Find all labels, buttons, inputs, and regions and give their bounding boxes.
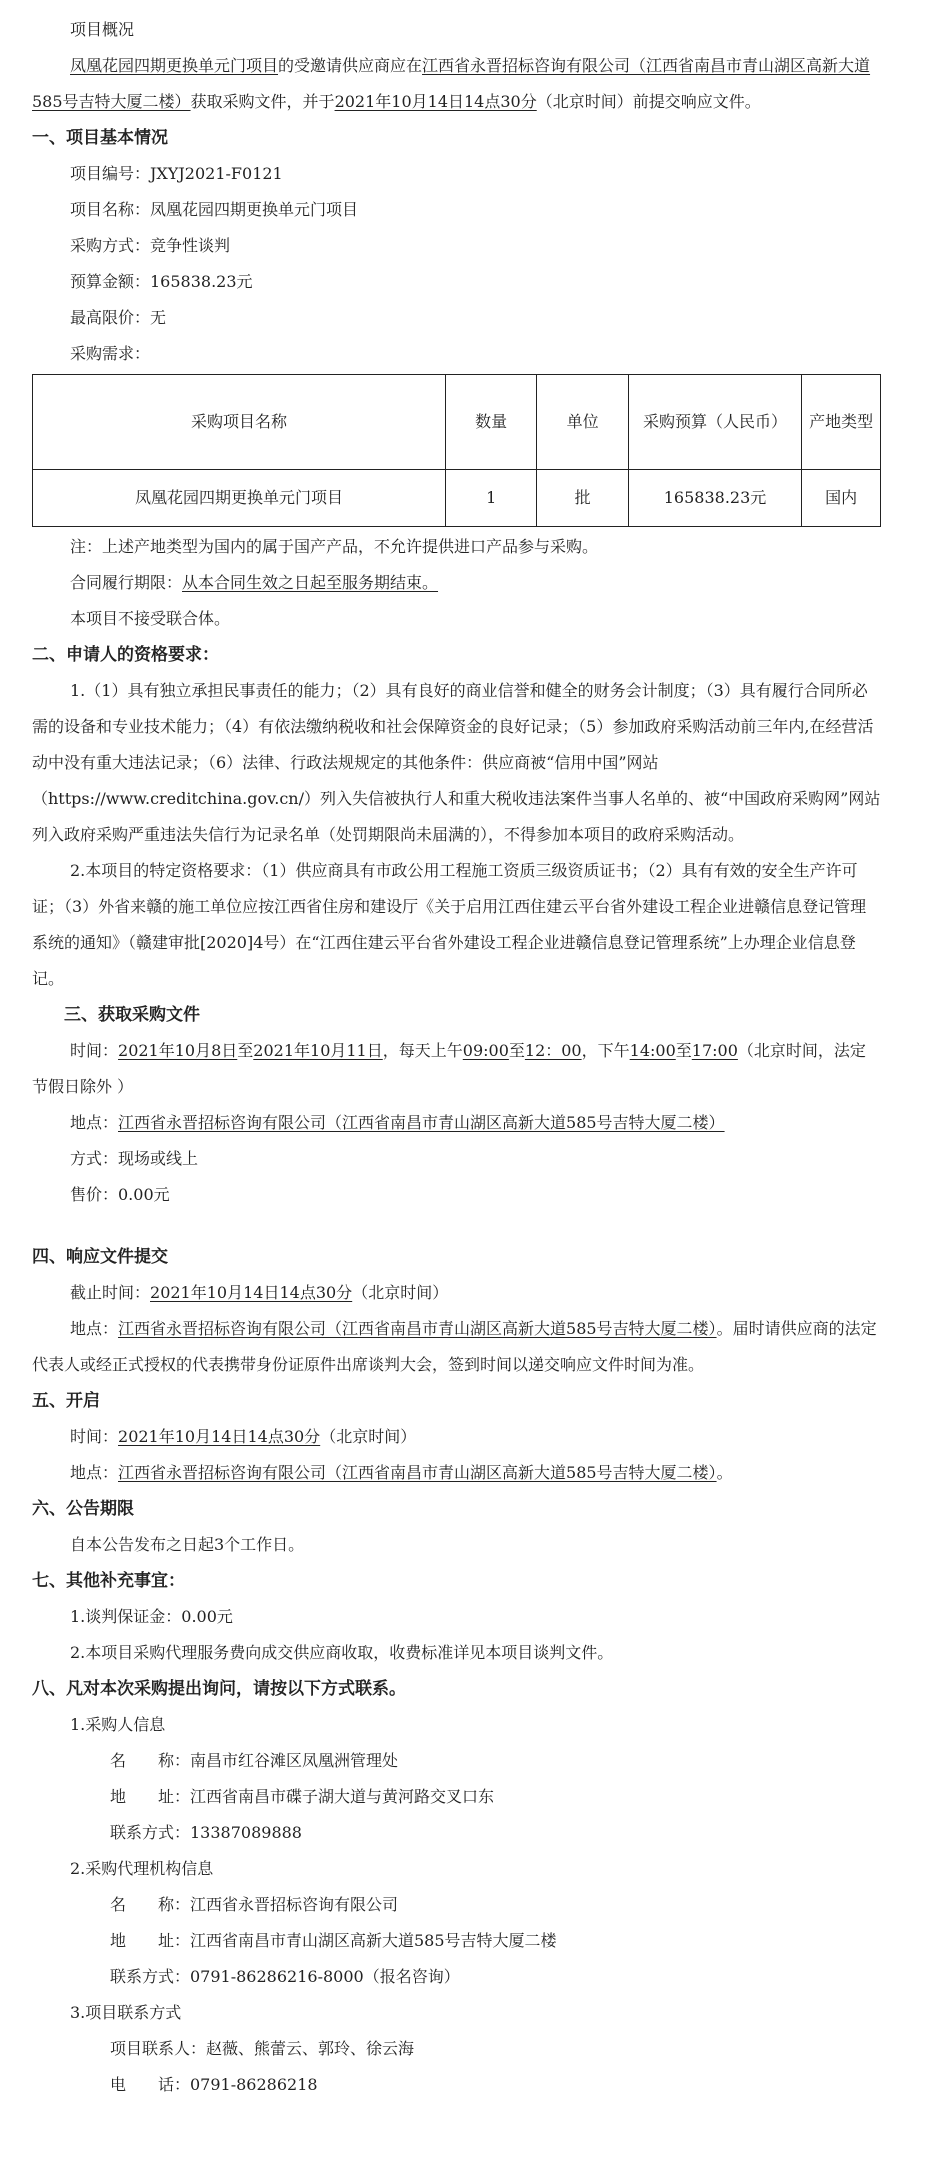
buyer-info-title: 1.采购人信息 (70, 1715, 166, 1734)
agency-fee: 2.本项目采购代理服务费向成交供应商收取，收费标准详见本项目谈判文件。 (70, 1643, 614, 1662)
project-name: 项目名称：凤凰花园四期更换单元门项目 (70, 200, 359, 219)
section-7-title: 七、其他补充事宜： (32, 1571, 185, 1591)
opening-time-label: 时间： (70, 1427, 119, 1446)
obtain-am-label: ，每天上午 (382, 1041, 463, 1060)
intro-project-name: 凤凰花园四期更换单元门项目 (70, 56, 279, 75)
obtain-time (32, 1033, 881, 1105)
table-cell: 国内 (802, 470, 881, 527)
qualification-specific: 2.本项目的特定资格要求：（1）供应商具有市政公用工程施工资质三级资质证书；（2）具有有效的安全生产许可证；（3）外省来赣的施工单位应按江西省住房和建设厅《关于启用江西住建云平台省外建设工程企业进赣信息登记管理系统的通知》（赣建审批[2020]4号）在“江西住建云平台省外建设工程企业进赣信息登记管理系统”上办理企业信息登记。 (32, 861, 867, 988)
overview-title: 项目概况 (70, 20, 135, 39)
opening-time (32, 1419, 881, 1455)
contact-phone: 电 话：0791-86286218 (110, 2075, 318, 2094)
obtain-pm-end: 17:00 (691, 1041, 738, 1060)
table-header: 产地类型 (802, 375, 881, 470)
obtain-am-start: 09:00 (462, 1041, 509, 1060)
submit-place-label: 地点： (70, 1319, 119, 1338)
table-cell: 165838.23元 (628, 470, 801, 527)
submit-deadline-label: 截止时间： (70, 1283, 151, 1302)
submit-deadline-value: 2021年10月14日14点30分 (150, 1283, 353, 1302)
obtain-to: 至 (237, 1041, 254, 1060)
opening-place-label: 地点： (70, 1463, 119, 1482)
section-5-title: 五、开启 (32, 1391, 100, 1411)
obtain-to: 至 (508, 1041, 525, 1060)
section-4-title: 四、响应文件提交 (32, 1247, 168, 1267)
intro-text-2: 获取采购文件，并于 (190, 92, 335, 111)
submit-place-tail: 。届时请供应商的法定代表人或经正式授权的代表携带身份证原件出席谈判大会，签到时间以递交响应文件时间为准。 (32, 1319, 877, 1374)
demand-table (32, 374, 881, 527)
opening-time-tail: （北京时间） (320, 1427, 417, 1446)
opening-time-value: 2021年10月14日14点30分 (118, 1427, 321, 1446)
contact-title: 3.项目联系方式 (70, 2003, 182, 2022)
obtain-place-value: 江西省永晋招标咨询有限公司（江西省南昌市青山湖区高新大道585号吉特大厦二楼） (118, 1113, 725, 1132)
table-header: 单位 (537, 375, 628, 470)
obtain-to: 至 (675, 1041, 692, 1060)
no-consortium: 本项目不接受联合体。 (70, 609, 231, 628)
opening-place (32, 1455, 881, 1491)
table-header: 数量 (445, 375, 536, 470)
section-8-title: 八、凡对本次采购提出询问，请按以下方式联系。 (32, 1679, 406, 1699)
obtain-place (32, 1105, 881, 1141)
overview-intro (32, 48, 881, 120)
section-6-title: 六、公告期限 (32, 1499, 134, 1519)
obtain-am-end: 12：00 (524, 1041, 582, 1060)
section-3-title: 三、获取采购文件 (64, 1005, 200, 1025)
max-price: 最高限价：无 (70, 308, 167, 327)
obtain-place-label: 地点： (70, 1113, 119, 1132)
intro-place: 江西省永晋招标咨询有限公司（江西省南昌市青山湖区高新大道585号吉特大厦二楼） (32, 56, 871, 111)
obtain-price: 售价：0.00元 (70, 1185, 170, 1204)
budget-amount: 预算金额：165838.23元 (70, 272, 253, 291)
demand-label: 采购需求： (70, 344, 151, 363)
table-header-row (33, 375, 881, 470)
table-header: 采购项目名称 (33, 375, 446, 470)
obtain-mode: 方式：现场或线上 (70, 1149, 199, 1168)
opening-place-tail: 。 (716, 1463, 733, 1482)
contract-term (32, 565, 881, 601)
table-header: 采购预算（人民币） (628, 375, 801, 470)
opening-place-value: 江西省永晋招标咨询有限公司（江西省南昌市青山湖区高新大道585号吉特大厦二楼） (118, 1463, 717, 1482)
section-1-title: 一、项目基本情况 (32, 128, 168, 148)
agent-info-title: 2.采购代理机构信息 (70, 1859, 214, 1878)
contact-people: 项目联系人：赵薇、熊蕾云、郭玲、徐云海 (110, 2039, 415, 2058)
deposit: 1.谈判保证金：0.00元 (70, 1607, 233, 1626)
submit-place (32, 1311, 881, 1383)
obtain-pm-start: 14:00 (629, 1041, 676, 1060)
contract-term-label: 合同履行期限： (70, 573, 183, 592)
intro-text-1: 的受邀请供应商应在 (278, 56, 423, 75)
qualification-general: 1.（1）具有独立承担民事责任的能力；（2）具有良好的商业信誉和健全的财务会计制度；（3）具有履行合同所必需的设备和专业技术能力；（4）有依法缴纳税收和社会保障资金的良好记录；（5）参加政府采购活动前三年内,在经营活动中没有重大违法记录；（6）法律、行政法规规定的其他条件：供应商被“信用中国”网站（https://www.creditchina.gov.cn/）列入失信被执行人和重大税收违法案件当事人名单的、被“中国政府采购网”网站列入政府采购严重违法失信行为记录名单（处罚期限尚未届满的），不得参加本项目的政府采购活动。 (32, 681, 881, 844)
buyer-address: 地 址：江西省南昌市碟子湖大道与黄河路交叉口东 (110, 1787, 495, 1806)
obtain-time-note: （北京时间，法定节假日除外 ） (32, 1041, 866, 1096)
buyer-phone: 联系方式：13387089888 (110, 1823, 302, 1842)
agent-name: 名 称：江西省永晋招标咨询有限公司 (110, 1895, 399, 1914)
obtain-end-date: 2021年10月11日 (253, 1041, 383, 1060)
notice-period: 自本公告发布之日起3个工作日。 (70, 1535, 305, 1554)
intro-text-3: （北京时间）前提交响应文件。 (536, 92, 761, 111)
intro-deadline: 2021年10月14日14点30分 (334, 92, 537, 111)
agent-phone: 联系方式：0791-86286216-8000（报名咨询） (110, 1967, 460, 1986)
section-2-title: 二、申请人的资格要求： (32, 645, 219, 665)
submit-deadline (32, 1275, 881, 1311)
table-cell: 凤凰花园四期更换单元门项目 (33, 470, 446, 527)
obtain-start-date: 2021年10月8日 (118, 1041, 238, 1060)
table-cell: 1 (445, 470, 536, 527)
contract-term-value: 从本合同生效之日起至服务期结束。 (182, 573, 439, 592)
table-cell: 批 (537, 470, 628, 527)
submit-deadline-tail: （北京时间） (352, 1283, 449, 1302)
obtain-time-label: 时间： (70, 1041, 119, 1060)
project-code: 项目编号：JXYJ2021-F0121 (70, 164, 283, 183)
obtain-pm-label: ，下午 (581, 1041, 630, 1060)
origin-note: 注：上述产地类型为国内的属于国产产品，不允许提供进口产品参与采购。 (70, 537, 599, 556)
table-row (33, 470, 881, 527)
submit-place-value: 江西省永晋招标咨询有限公司（江西省南昌市青山湖区高新大道585号吉特大厦二楼） (118, 1319, 717, 1338)
procurement-method: 采购方式：竞争性谈判 (70, 236, 231, 255)
agent-address: 地 址：江西省南昌市青山湖区高新大道585号吉特大厦二楼 (110, 1931, 557, 1950)
buyer-name: 名 称：南昌市红谷滩区凤凰洲管理处 (110, 1751, 399, 1770)
